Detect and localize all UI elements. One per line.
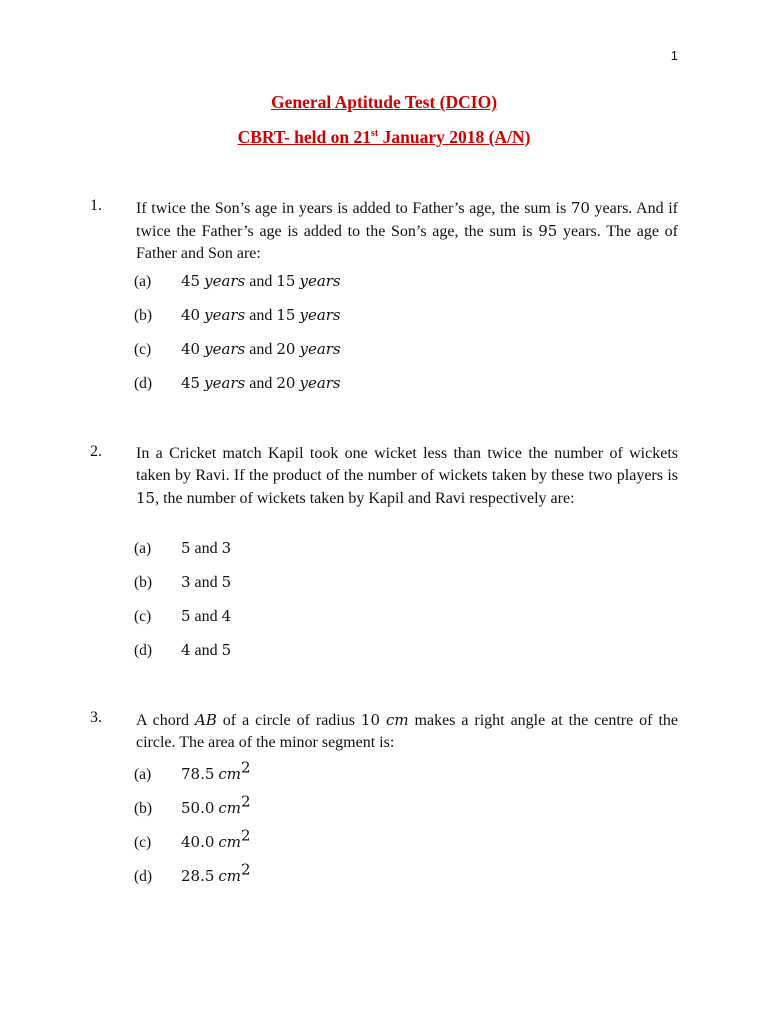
q2-option-a-label: (a) — [134, 540, 152, 557]
q3-option-d-label: (d) — [134, 868, 153, 885]
q3-option-b-label: (b) — [134, 800, 153, 817]
page-number: 1 — [670, 48, 678, 63]
q1-option-c: 40 years and 20 years — [181, 340, 341, 358]
q1-option-a-label: (a) — [134, 273, 152, 290]
q2-option-c: 5 and 4 — [181, 607, 232, 625]
question-2-number: 2. — [90, 443, 102, 460]
document-subtitle: CBRT- held on 21st January 2018 (A/N) — [237, 127, 531, 147]
q2-option-d-label: (d) — [134, 642, 153, 659]
question-2-text: In a Cricket match Kapil took one wicket less than twice the number of wickets taken by Ravi. If the product of the number of wickets taken by these two players is 15, the number of wickets taken by Kapil and Ravi respectively are: — [136, 445, 678, 507]
q1-option-d: 45 years and 20 years — [181, 374, 341, 392]
q3-option-c-label: (c) — [134, 834, 152, 851]
q1-option-b: 40 years and 15 years — [181, 306, 341, 324]
q2-option-b-label: (b) — [134, 574, 153, 591]
q2-option-a: 5 and 3 — [181, 539, 232, 557]
q1-option-c-label: (c) — [134, 341, 152, 358]
q3-option-a-label: (a) — [134, 766, 152, 783]
q3-option-a: 78.5 $cm^2$ — [181, 758, 251, 783]
q3-option-b: 50.0 $cm^2$ — [181, 792, 251, 817]
ordinal-suffix: st — [371, 128, 379, 140]
document-title: General Aptitude Test (DCIO) — [270, 92, 498, 112]
q1-option-d-label: (d) — [134, 375, 153, 392]
question-3-text: A chord AB of a circle of radius 10 cm makes a right angle at the centre of the circle. The area of the minor segment is: — [136, 711, 679, 751]
question-3-number: 3. — [90, 709, 102, 726]
question-1-text: If twice the Son’s age in years is added to Father’s age, the sum is 70 years. And if twice the Father’s age is added to the Son’s age, the sum is 95 years. The age of Father and Son are: — [136, 199, 678, 262]
q1-option-b-label: (b) — [134, 307, 153, 324]
question-1-number: 1. — [90, 197, 102, 214]
q2-option-c-label: (c) — [134, 608, 152, 625]
q3-option-d: 28.5 $cm^2$ — [181, 860, 251, 885]
q2-option-b: 3 and 5 — [181, 573, 232, 591]
q3-option-c: 40.0 $cm^2$ — [181, 826, 251, 851]
q2-option-d: 4 and 5 — [181, 641, 232, 659]
q1-option-a: 45 years and 15 years — [181, 272, 341, 290]
